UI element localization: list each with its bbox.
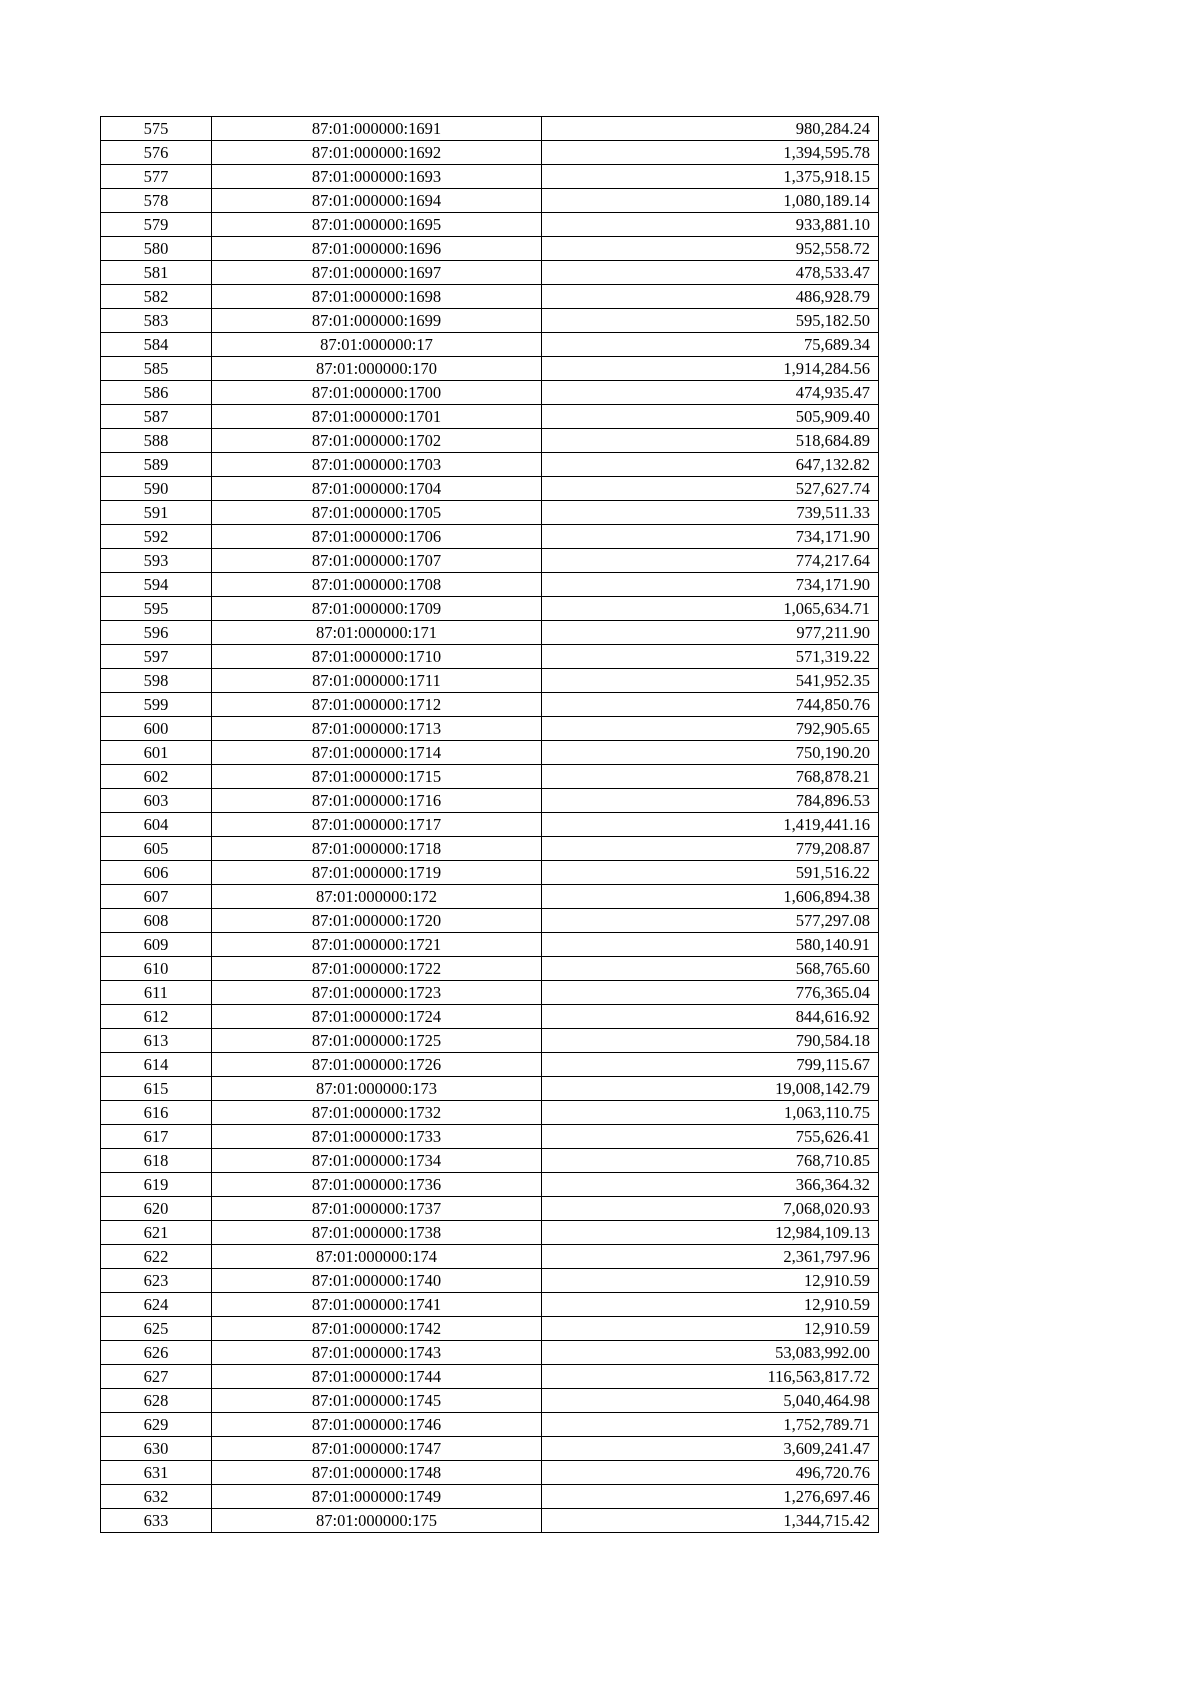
table-row: [101, 789, 879, 813]
table-row: [101, 1173, 879, 1197]
row-number-cell: 606: [101, 861, 212, 885]
table-row: [101, 1149, 879, 1173]
row-number-cell: 598: [101, 669, 212, 693]
row-number-cell: 612: [101, 1005, 212, 1029]
table-row: [101, 477, 879, 501]
value-cell: 792,905.65: [542, 717, 879, 741]
table-row: [101, 501, 879, 525]
cadastral-number-cell: 87:01:000000:1698: [212, 285, 542, 309]
row-number-cell: 616: [101, 1101, 212, 1125]
cadastral-number-cell: 87:01:000000:1744: [212, 1365, 542, 1389]
cadastral-number-cell: 87:01:000000:175: [212, 1509, 542, 1533]
table-body: [101, 117, 879, 1533]
value-cell: 1,276,697.46: [542, 1485, 879, 1509]
value-cell: 768,878.21: [542, 765, 879, 789]
value-cell: 1,752,789.71: [542, 1413, 879, 1437]
row-number-cell: 617: [101, 1125, 212, 1149]
table-row: [101, 1437, 879, 1461]
cadastral-number-cell: 87:01:000000:1717: [212, 813, 542, 837]
value-cell: 784,896.53: [542, 789, 879, 813]
cadastral-number-cell: 87:01:000000:1712: [212, 693, 542, 717]
row-number-cell: 592: [101, 525, 212, 549]
row-number-cell: 624: [101, 1293, 212, 1317]
cadastral-number-cell: 87:01:000000:1721: [212, 933, 542, 957]
value-cell: 734,171.90: [542, 525, 879, 549]
cadastral-number-cell: 87:01:000000:1697: [212, 261, 542, 285]
table-row: [101, 981, 879, 1005]
row-number-cell: 620: [101, 1197, 212, 1221]
row-number-cell: 590: [101, 477, 212, 501]
value-cell: 952,558.72: [542, 237, 879, 261]
value-cell: 75,689.34: [542, 333, 879, 357]
value-cell: 496,720.76: [542, 1461, 879, 1485]
row-number-cell: 607: [101, 885, 212, 909]
table-row: [101, 1269, 879, 1293]
cadastral-number-cell: 87:01:000000:174: [212, 1245, 542, 1269]
value-cell: 768,710.85: [542, 1149, 879, 1173]
row-number-cell: 601: [101, 741, 212, 765]
value-cell: 739,511.33: [542, 501, 879, 525]
table-row: [101, 741, 879, 765]
table-row: [101, 261, 879, 285]
row-number-cell: 615: [101, 1077, 212, 1101]
value-cell: 12,910.59: [542, 1317, 879, 1341]
value-cell: 750,190.20: [542, 741, 879, 765]
row-number-cell: 625: [101, 1317, 212, 1341]
cadastral-number-cell: 87:01:000000:1733: [212, 1125, 542, 1149]
cadastral-number-cell: 87:01:000000:1742: [212, 1317, 542, 1341]
row-number-cell: 581: [101, 261, 212, 285]
value-cell: 12,984,109.13: [542, 1221, 879, 1245]
table-row: [101, 765, 879, 789]
row-number-cell: 605: [101, 837, 212, 861]
value-cell: 541,952.35: [542, 669, 879, 693]
row-number-cell: 632: [101, 1485, 212, 1509]
cadastral-number-cell: 87:01:000000:1705: [212, 501, 542, 525]
value-cell: 1,065,634.71: [542, 597, 879, 621]
cadastral-number-cell: 87:01:000000:170: [212, 357, 542, 381]
row-number-cell: 587: [101, 405, 212, 429]
table-row: [101, 1293, 879, 1317]
table-row: [101, 1317, 879, 1341]
row-number-cell: 628: [101, 1389, 212, 1413]
value-cell: 7,068,020.93: [542, 1197, 879, 1221]
value-cell: 19,008,142.79: [542, 1077, 879, 1101]
cadastral-number-cell: 87:01:000000:1699: [212, 309, 542, 333]
cadastral-number-cell: 87:01:000000:1692: [212, 141, 542, 165]
row-number-cell: 585: [101, 357, 212, 381]
table-row: [101, 549, 879, 573]
row-number-cell: 622: [101, 1245, 212, 1269]
table-row: [101, 1005, 879, 1029]
table-row: [101, 1461, 879, 1485]
value-cell: 53,083,992.00: [542, 1341, 879, 1365]
cadastral-number-cell: 87:01:000000:1722: [212, 957, 542, 981]
cadastral-number-cell: 87:01:000000:173: [212, 1077, 542, 1101]
cadastral-number-cell: 87:01:000000:1747: [212, 1437, 542, 1461]
row-number-cell: 597: [101, 645, 212, 669]
table-row: [101, 117, 879, 141]
value-cell: 977,211.90: [542, 621, 879, 645]
row-number-cell: 580: [101, 237, 212, 261]
table-row: [101, 1341, 879, 1365]
table-row: [101, 141, 879, 165]
row-number-cell: 578: [101, 189, 212, 213]
value-cell: 755,626.41: [542, 1125, 879, 1149]
value-cell: 647,132.82: [542, 453, 879, 477]
value-cell: 518,684.89: [542, 429, 879, 453]
cadastral-number-cell: 87:01:000000:1743: [212, 1341, 542, 1365]
value-cell: 595,182.50: [542, 309, 879, 333]
value-cell: 1,914,284.56: [542, 357, 879, 381]
value-cell: 527,627.74: [542, 477, 879, 501]
cadastral-number-cell: 87:01:000000:1732: [212, 1101, 542, 1125]
row-number-cell: 631: [101, 1461, 212, 1485]
row-number-cell: 591: [101, 501, 212, 525]
cadastral-number-cell: 87:01:000000:1701: [212, 405, 542, 429]
table-row: [101, 1125, 879, 1149]
cadastral-value-table: [100, 116, 879, 1533]
cadastral-number-cell: 87:01:000000:1713: [212, 717, 542, 741]
row-number-cell: 599: [101, 693, 212, 717]
cadastral-number-cell: 87:01:000000:1734: [212, 1149, 542, 1173]
value-cell: 1,344,715.42: [542, 1509, 879, 1533]
cadastral-number-cell: 87:01:000000:1726: [212, 1053, 542, 1077]
row-number-cell: 603: [101, 789, 212, 813]
value-cell: 1,375,918.15: [542, 165, 879, 189]
row-number-cell: 576: [101, 141, 212, 165]
value-cell: 3,609,241.47: [542, 1437, 879, 1461]
cadastral-number-cell: 87:01:000000:1741: [212, 1293, 542, 1317]
row-number-cell: 595: [101, 597, 212, 621]
row-number-cell: 575: [101, 117, 212, 141]
row-number-cell: 588: [101, 429, 212, 453]
value-cell: 980,284.24: [542, 117, 879, 141]
value-cell: 1,063,110.75: [542, 1101, 879, 1125]
table-row: [101, 669, 879, 693]
cadastral-number-cell: 87:01:000000:1718: [212, 837, 542, 861]
row-number-cell: 582: [101, 285, 212, 309]
cadastral-number-cell: 87:01:000000:1736: [212, 1173, 542, 1197]
table-row: [101, 381, 879, 405]
cadastral-number-cell: 87:01:000000:1725: [212, 1029, 542, 1053]
row-number-cell: 594: [101, 573, 212, 597]
cadastral-number-cell: 87:01:000000:1710: [212, 645, 542, 669]
cadastral-number-cell: 87:01:000000:1700: [212, 381, 542, 405]
row-number-cell: 593: [101, 549, 212, 573]
value-cell: 2,361,797.96: [542, 1245, 879, 1269]
value-cell: 366,364.32: [542, 1173, 879, 1197]
value-cell: 734,171.90: [542, 573, 879, 597]
table-row: [101, 237, 879, 261]
cadastral-number-cell: 87:01:000000:1724: [212, 1005, 542, 1029]
table-row: [101, 189, 879, 213]
cadastral-number-cell: 87:01:000000:172: [212, 885, 542, 909]
table-row: [101, 1509, 879, 1533]
table-row: [101, 717, 879, 741]
value-cell: 505,909.40: [542, 405, 879, 429]
value-cell: 12,910.59: [542, 1269, 879, 1293]
value-cell: 474,935.47: [542, 381, 879, 405]
value-cell: 776,365.04: [542, 981, 879, 1005]
row-number-cell: 611: [101, 981, 212, 1005]
table-row: [101, 1101, 879, 1125]
row-number-cell: 619: [101, 1173, 212, 1197]
row-number-cell: 608: [101, 909, 212, 933]
row-number-cell: 602: [101, 765, 212, 789]
table-row: [101, 429, 879, 453]
value-cell: 933,881.10: [542, 213, 879, 237]
value-cell: 571,319.22: [542, 645, 879, 669]
table-row: [101, 597, 879, 621]
value-cell: 478,533.47: [542, 261, 879, 285]
cadastral-number-cell: 87:01:000000:171: [212, 621, 542, 645]
cadastral-number-cell: 87:01:000000:1738: [212, 1221, 542, 1245]
value-cell: 779,208.87: [542, 837, 879, 861]
cadastral-number-cell: 87:01:000000:1719: [212, 861, 542, 885]
table-row: [101, 1365, 879, 1389]
cadastral-number-cell: 87:01:000000:1709: [212, 597, 542, 621]
row-number-cell: 610: [101, 957, 212, 981]
table-row: [101, 693, 879, 717]
row-number-cell: 618: [101, 1149, 212, 1173]
cadastral-number-cell: 87:01:000000:1746: [212, 1413, 542, 1437]
row-number-cell: 626: [101, 1341, 212, 1365]
cadastral-number-cell: 87:01:000000:1694: [212, 189, 542, 213]
row-number-cell: 623: [101, 1269, 212, 1293]
cadastral-number-cell: 87:01:000000:1702: [212, 429, 542, 453]
table-row: [101, 1077, 879, 1101]
value-cell: 5,040,464.98: [542, 1389, 879, 1413]
value-cell: 799,115.67: [542, 1053, 879, 1077]
row-number-cell: 609: [101, 933, 212, 957]
value-cell: 1,080,189.14: [542, 189, 879, 213]
table-row: [101, 1485, 879, 1509]
row-number-cell: 614: [101, 1053, 212, 1077]
cadastral-number-cell: 87:01:000000:17: [212, 333, 542, 357]
table-row: [101, 1053, 879, 1077]
cadastral-number-cell: 87:01:000000:1716: [212, 789, 542, 813]
cadastral-number-cell: 87:01:000000:1696: [212, 237, 542, 261]
table-row: [101, 645, 879, 669]
value-cell: 580,140.91: [542, 933, 879, 957]
row-number-cell: 629: [101, 1413, 212, 1437]
table-row: [101, 1221, 879, 1245]
value-cell: 1,606,894.38: [542, 885, 879, 909]
cadastral-number-cell: 87:01:000000:1715: [212, 765, 542, 789]
table-row: [101, 357, 879, 381]
row-number-cell: 627: [101, 1365, 212, 1389]
row-number-cell: 613: [101, 1029, 212, 1053]
cadastral-number-cell: 87:01:000000:1708: [212, 573, 542, 597]
table-row: [101, 309, 879, 333]
row-number-cell: 600: [101, 717, 212, 741]
cadastral-number-cell: 87:01:000000:1720: [212, 909, 542, 933]
value-cell: 844,616.92: [542, 1005, 879, 1029]
cadastral-number-cell: 87:01:000000:1706: [212, 525, 542, 549]
row-number-cell: 577: [101, 165, 212, 189]
row-number-cell: 579: [101, 213, 212, 237]
table-row: [101, 933, 879, 957]
row-number-cell: 621: [101, 1221, 212, 1245]
table-row: [101, 909, 879, 933]
cadastral-number-cell: 87:01:000000:1707: [212, 549, 542, 573]
table-row: [101, 813, 879, 837]
table-row: [101, 957, 879, 981]
table-row: [101, 405, 879, 429]
cadastral-number-cell: 87:01:000000:1749: [212, 1485, 542, 1509]
table-row: [101, 885, 879, 909]
row-number-cell: 633: [101, 1509, 212, 1533]
cadastral-number-cell: 87:01:000000:1740: [212, 1269, 542, 1293]
table-row: [101, 453, 879, 477]
value-cell: 486,928.79: [542, 285, 879, 309]
cadastral-number-cell: 87:01:000000:1723: [212, 981, 542, 1005]
table-row: [101, 1197, 879, 1221]
value-cell: 774,217.64: [542, 549, 879, 573]
cadastral-number-cell: 87:01:000000:1704: [212, 477, 542, 501]
table-row: [101, 285, 879, 309]
table-row: [101, 573, 879, 597]
value-cell: 1,394,595.78: [542, 141, 879, 165]
value-cell: 1,419,441.16: [542, 813, 879, 837]
value-cell: 790,584.18: [542, 1029, 879, 1053]
table-row: [101, 621, 879, 645]
row-number-cell: 586: [101, 381, 212, 405]
table-row: [101, 861, 879, 885]
cadastral-number-cell: 87:01:000000:1714: [212, 741, 542, 765]
cadastral-number-cell: 87:01:000000:1745: [212, 1389, 542, 1413]
table-row: [101, 1413, 879, 1437]
cadastral-number-cell: 87:01:000000:1691: [212, 117, 542, 141]
table-row: [101, 213, 879, 237]
row-number-cell: 604: [101, 813, 212, 837]
value-cell: 568,765.60: [542, 957, 879, 981]
cadastral-number-cell: 87:01:000000:1703: [212, 453, 542, 477]
table-row: [101, 525, 879, 549]
row-number-cell: 589: [101, 453, 212, 477]
value-cell: 744,850.76: [542, 693, 879, 717]
cadastral-number-cell: 87:01:000000:1748: [212, 1461, 542, 1485]
table-row: [101, 837, 879, 861]
row-number-cell: 596: [101, 621, 212, 645]
cadastral-number-cell: 87:01:000000:1737: [212, 1197, 542, 1221]
row-number-cell: 584: [101, 333, 212, 357]
table-row: [101, 333, 879, 357]
cadastral-number-cell: 87:01:000000:1695: [212, 213, 542, 237]
cadastral-number-cell: 87:01:000000:1693: [212, 165, 542, 189]
value-cell: 116,563,817.72: [542, 1365, 879, 1389]
table-row: [101, 165, 879, 189]
value-cell: 591,516.22: [542, 861, 879, 885]
value-cell: 12,910.59: [542, 1293, 879, 1317]
value-cell: 577,297.08: [542, 909, 879, 933]
cadastral-number-cell: 87:01:000000:1711: [212, 669, 542, 693]
table-row: [101, 1245, 879, 1269]
row-number-cell: 583: [101, 309, 212, 333]
table-row: [101, 1029, 879, 1053]
table-row: [101, 1389, 879, 1413]
row-number-cell: 630: [101, 1437, 212, 1461]
